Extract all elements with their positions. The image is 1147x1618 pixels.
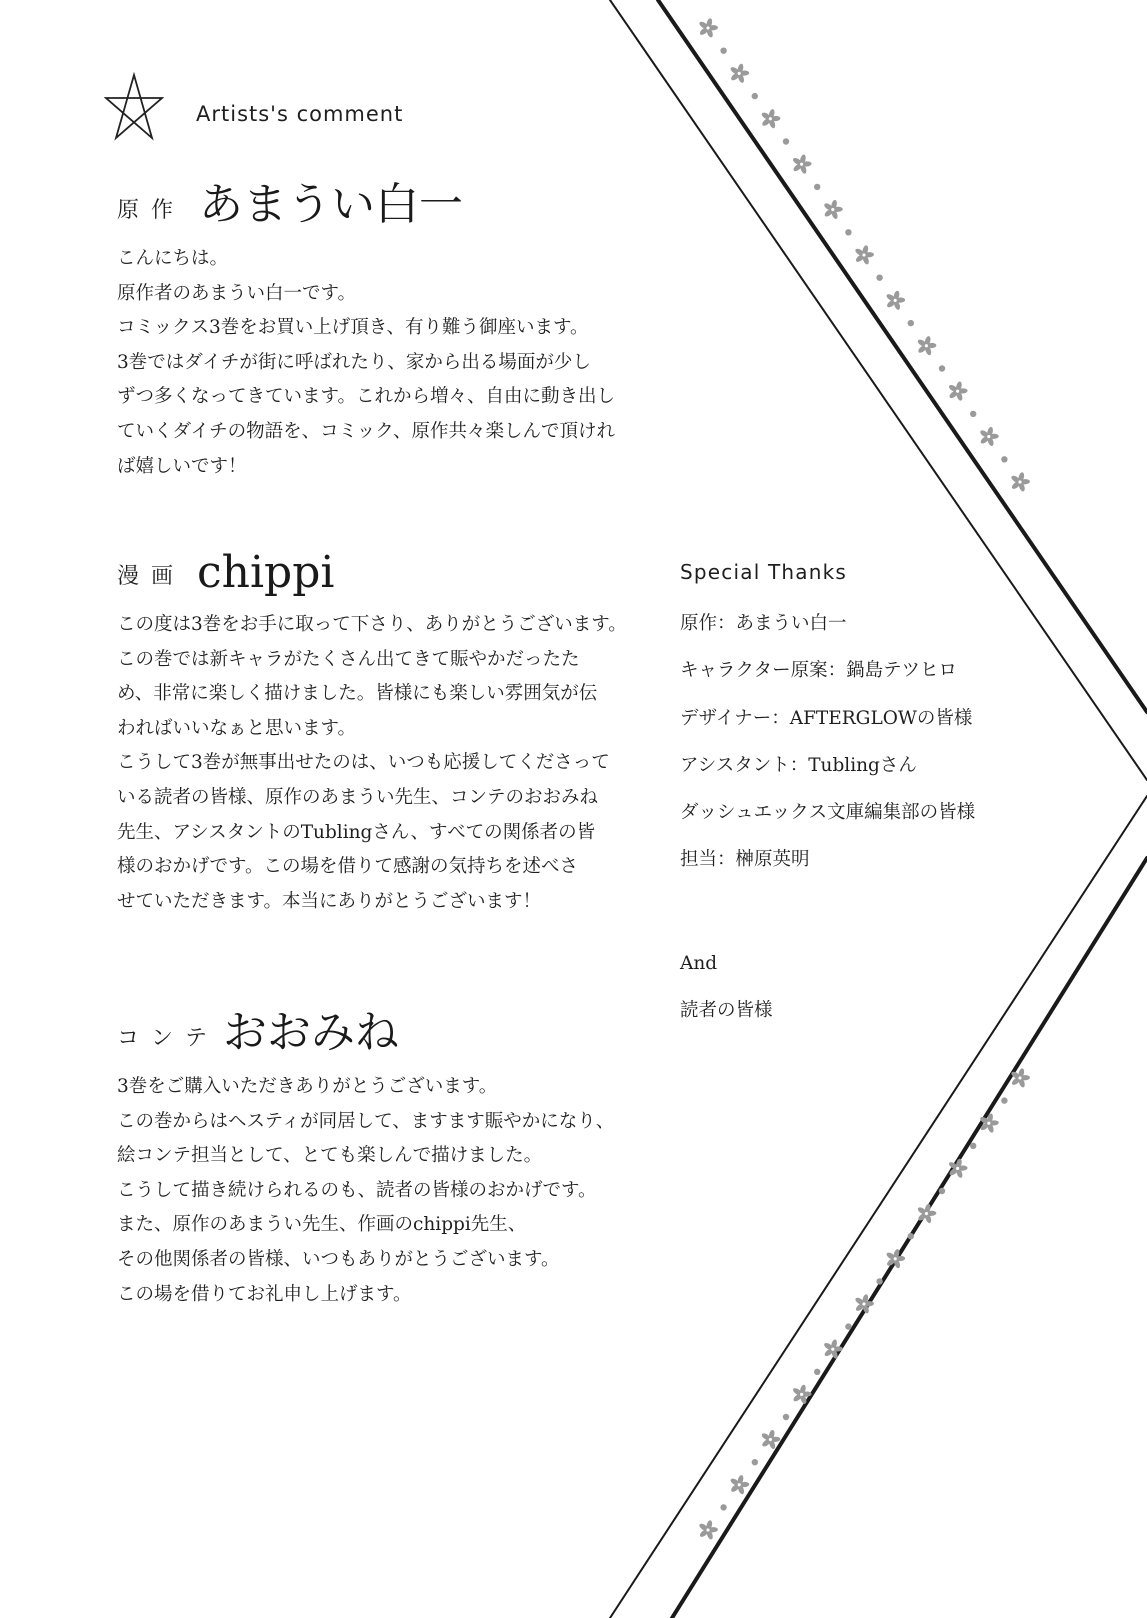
asterisk-flower-icon bbox=[1008, 470, 1033, 494]
section-heading bbox=[117, 172, 637, 232]
asterisk-flower-icon bbox=[820, 197, 845, 221]
dot-icon bbox=[720, 48, 726, 54]
body-line: わればいいなぁと思います。 bbox=[117, 717, 357, 739]
section-role: 原作 bbox=[117, 198, 186, 223]
dot-icon bbox=[876, 1278, 882, 1284]
comment-header bbox=[104, 72, 424, 142]
dot-icon bbox=[1001, 456, 1007, 462]
dot-icon bbox=[814, 184, 820, 190]
body-line: 様のおかげです。この場を借りて感謝の気持ちを述べさ bbox=[117, 856, 579, 878]
star-icon bbox=[104, 72, 164, 142]
dot-icon bbox=[970, 1143, 976, 1149]
section-name: おおみね bbox=[223, 1007, 399, 1058]
dot-icon bbox=[876, 275, 882, 281]
asterisk-flower-icon bbox=[852, 243, 877, 267]
special-thanks-title: Special Thanks bbox=[680, 560, 848, 584]
dot-icon bbox=[908, 1233, 914, 1239]
flower-border-lower bbox=[696, 1066, 1033, 1542]
asterisk-flower-icon bbox=[696, 1518, 721, 1542]
body-line: め、非常に楽しく描けました。皆様にも楽しい雰囲気が伝 bbox=[117, 683, 598, 705]
body-line: 原作者のあまうい白一です。 bbox=[117, 282, 357, 304]
thanks-and-label: And bbox=[680, 953, 718, 974]
section-body bbox=[117, 242, 637, 484]
chevron-line-thin-lower bbox=[610, 796, 1147, 1618]
asterisk-flower-icon bbox=[696, 16, 721, 40]
dot-icon bbox=[939, 1188, 945, 1194]
section-role: 漫画 bbox=[117, 564, 186, 589]
body-line: この度は3巻をお手に取って下さり、ありがとうございます。 bbox=[117, 614, 627, 635]
body-line: ていくダイチの物語を、コミック、原作共々楽しんで頂けれ bbox=[117, 420, 616, 442]
dot-icon bbox=[783, 138, 789, 144]
section-name: chippi bbox=[197, 547, 335, 598]
body-line: ずつ多くなってきています。これから増々、自由に動き出し bbox=[117, 386, 616, 408]
thanks-item: ダッシュエックス文庫編集部の皆様 bbox=[680, 802, 976, 824]
dot-icon bbox=[783, 1414, 789, 1420]
thanks-item: キャラクター原案：鍋島テツヒロ bbox=[680, 660, 957, 682]
thanks-item: 担当：榊原英明 bbox=[680, 849, 810, 871]
body-line: 絵コンテ担当として、とても楽しんで描けました。 bbox=[117, 1145, 543, 1167]
thanks-closing: 読者の皆様 bbox=[680, 1000, 773, 1022]
body-line: いる読者の皆様、原作のあまうい先生、コンテのおおみね bbox=[117, 786, 599, 808]
section-role: コンテ bbox=[117, 1026, 220, 1051]
section-heading bbox=[117, 538, 637, 598]
body-line: 3巻ではダイチが街に呼ばれたり、家から出る場面が少し bbox=[117, 351, 591, 373]
dot-icon bbox=[1001, 1097, 1007, 1103]
header-title: Artists's comment bbox=[196, 102, 404, 126]
dot-icon bbox=[814, 1369, 820, 1375]
asterisk-flower-icon bbox=[945, 379, 970, 403]
body-line: ば嬉しいです！ bbox=[117, 455, 247, 477]
body-line: こうして3巻が無事出せたのは、いつも応援してくださって bbox=[117, 752, 610, 774]
flower-border-upper bbox=[696, 16, 1033, 494]
section-body bbox=[117, 1070, 637, 1312]
body-line: この場を借りてお礼申し上げます。 bbox=[117, 1283, 412, 1305]
section-manga-artist bbox=[117, 538, 637, 919]
section-name: あまうい白一 bbox=[199, 179, 463, 230]
body-line: この巻では新キャラがたくさん出てきて賑やかだったた bbox=[117, 648, 580, 670]
special-thanks-list bbox=[680, 613, 1030, 897]
thanks-item: デザイナー：AFTERGLOWの皆様 bbox=[680, 707, 973, 729]
dot-icon bbox=[720, 1504, 726, 1510]
body-line: また、原作のあまうい先生、作画のchippi先生、 bbox=[117, 1214, 527, 1236]
body-line: この巻からはヘスティが同居して、ますます賑やかになり、 bbox=[117, 1110, 615, 1132]
dot-icon bbox=[752, 93, 758, 99]
dot-icon bbox=[939, 365, 945, 371]
dot-icon bbox=[845, 229, 851, 235]
special-thanks bbox=[680, 560, 1030, 1022]
asterisk-flower-icon bbox=[789, 152, 814, 176]
asterisk-flower-icon bbox=[727, 61, 752, 85]
body-line: こうして描き続けられるのも、読者の皆様のおかげです。 bbox=[117, 1179, 597, 1201]
section-body bbox=[117, 608, 637, 919]
body-line: その他関係者の皆様、いつもありがとうございます。 bbox=[117, 1248, 560, 1270]
asterisk-flower-icon bbox=[976, 424, 1001, 448]
body-line: コミックス3巻をお買い上げ頂き、有り難う御座います。 bbox=[117, 317, 589, 339]
asterisk-flower-icon bbox=[914, 333, 939, 357]
body-line: 先生、アシスタントのTublingさん、すべての関係者の皆 bbox=[117, 821, 596, 843]
thanks-item: 原作：あまうい白一 bbox=[680, 613, 847, 634]
dot-icon bbox=[908, 320, 914, 326]
section-storyboard bbox=[117, 1000, 637, 1312]
section-heading bbox=[117, 1000, 637, 1060]
dot-icon bbox=[752, 1459, 758, 1465]
body-line: こんにちは。 bbox=[117, 248, 229, 269]
asterisk-flower-icon bbox=[758, 106, 783, 130]
dot-icon bbox=[845, 1323, 851, 1329]
body-line: 3巻をご購入いただきありがとうございます。 bbox=[117, 1076, 498, 1097]
thanks-and-block bbox=[680, 953, 773, 1048]
asterisk-flower-icon bbox=[883, 288, 908, 312]
asterisk-flower-icon bbox=[789, 1382, 814, 1406]
body-line: せていただきます。本当にありがとうございます！ bbox=[117, 890, 542, 912]
thanks-item: アシスタント：Tublingさん bbox=[680, 754, 917, 776]
dot-icon bbox=[970, 411, 976, 417]
section-original-author bbox=[117, 172, 637, 484]
